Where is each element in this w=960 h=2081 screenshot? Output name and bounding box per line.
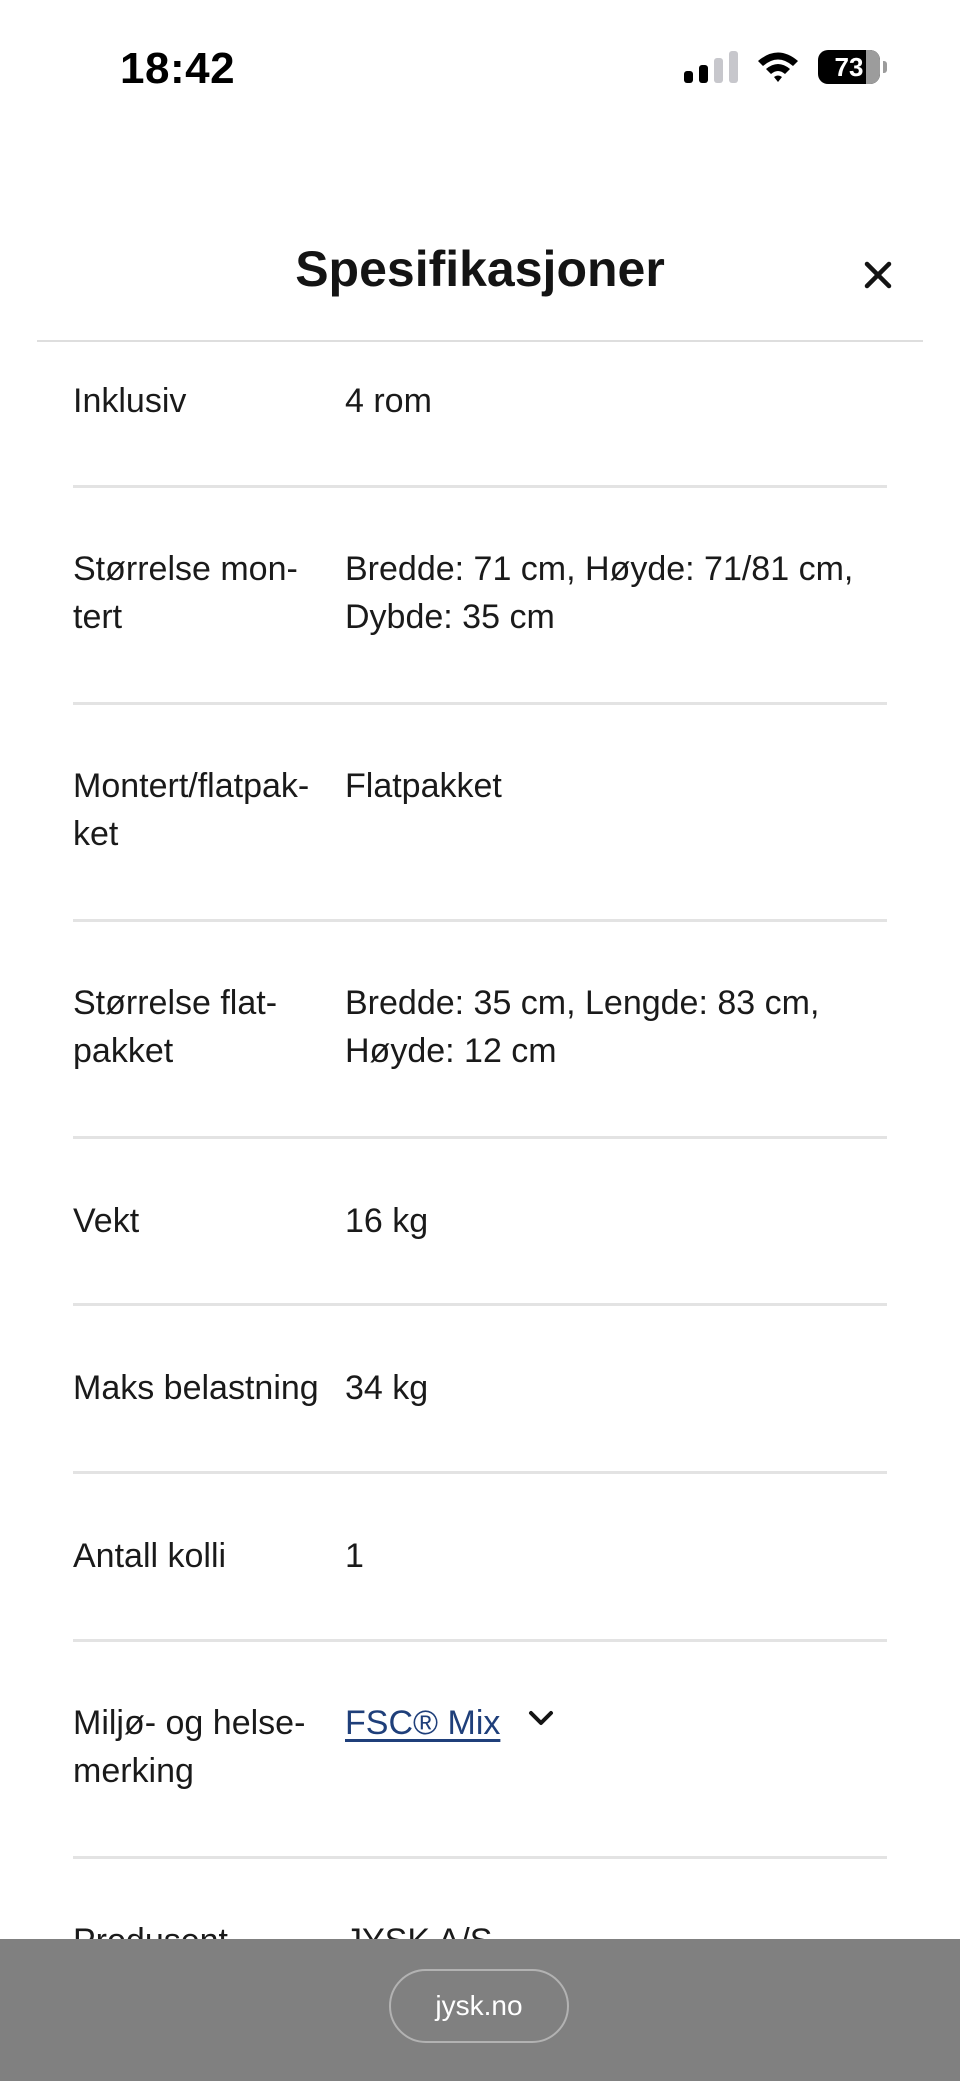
address-bar[interactable]: jysk.no	[389, 1969, 569, 2043]
spec-row-vekt	[73, 1139, 887, 1306]
spec-value: Bredde: 35 cm, Lengde: 83 cm, Høyde: 12 cm	[345, 984, 820, 1070]
page-title: Spesifikasjoner	[295, 241, 665, 297]
spec-label: Inklusiv	[73, 382, 187, 420]
sheet-header	[37, 230, 923, 342]
spec-row-antall-kolli	[73, 1474, 887, 1642]
status-icons	[684, 50, 880, 84]
specification-list	[73, 342, 887, 1999]
chevron-down-icon[interactable]	[528, 1709, 554, 1727]
spec-value: 16 kg	[345, 1202, 429, 1240]
close-icon	[864, 261, 892, 289]
spec-value: Bredde: 71 cm, Høyde: 71/81 cm, Dybde: 35 cm	[345, 550, 854, 636]
spec-row-montert-flatpakket	[73, 705, 887, 922]
spec-value: 1	[345, 1537, 364, 1575]
spec-label: Montert/flatpak- ket	[73, 767, 310, 853]
spec-row-maks-belastning	[73, 1306, 887, 1474]
spec-row-miljo-og-helsemerking	[73, 1642, 887, 1859]
cellular-signal-icon	[684, 51, 738, 83]
spec-value	[345, 1699, 887, 1856]
spec-row-storrelse-flatpakket	[73, 922, 887, 1139]
spec-label: Størrelse flat- pakket	[73, 984, 278, 1070]
spec-row-storrelse-montert	[73, 488, 887, 705]
fsc-mix-link[interactable]: FSC® Mix	[345, 1704, 501, 1742]
battery-percentage: 73	[834, 51, 864, 82]
wifi-icon	[756, 50, 800, 84]
spec-row-inklusiv	[73, 342, 887, 488]
status-time: 18:42	[120, 44, 236, 93]
spec-label: Vekt	[73, 1202, 140, 1240]
spec-label: Maks belastning	[73, 1369, 319, 1407]
spec-value: 34 kg	[345, 1369, 429, 1407]
status-bar	[0, 0, 960, 140]
spec-label: Miljø- og helse- merking	[73, 1704, 306, 1790]
battery-icon	[818, 50, 880, 84]
spec-value: Flatpakket	[345, 767, 502, 805]
spec-label: Størrelse mon- tert	[73, 550, 298, 636]
spec-value: 4 rom	[345, 382, 432, 420]
close-button[interactable]	[855, 252, 901, 298]
browser-bottom-bar	[0, 1939, 960, 2081]
spec-label: Antall kolli	[73, 1537, 227, 1575]
